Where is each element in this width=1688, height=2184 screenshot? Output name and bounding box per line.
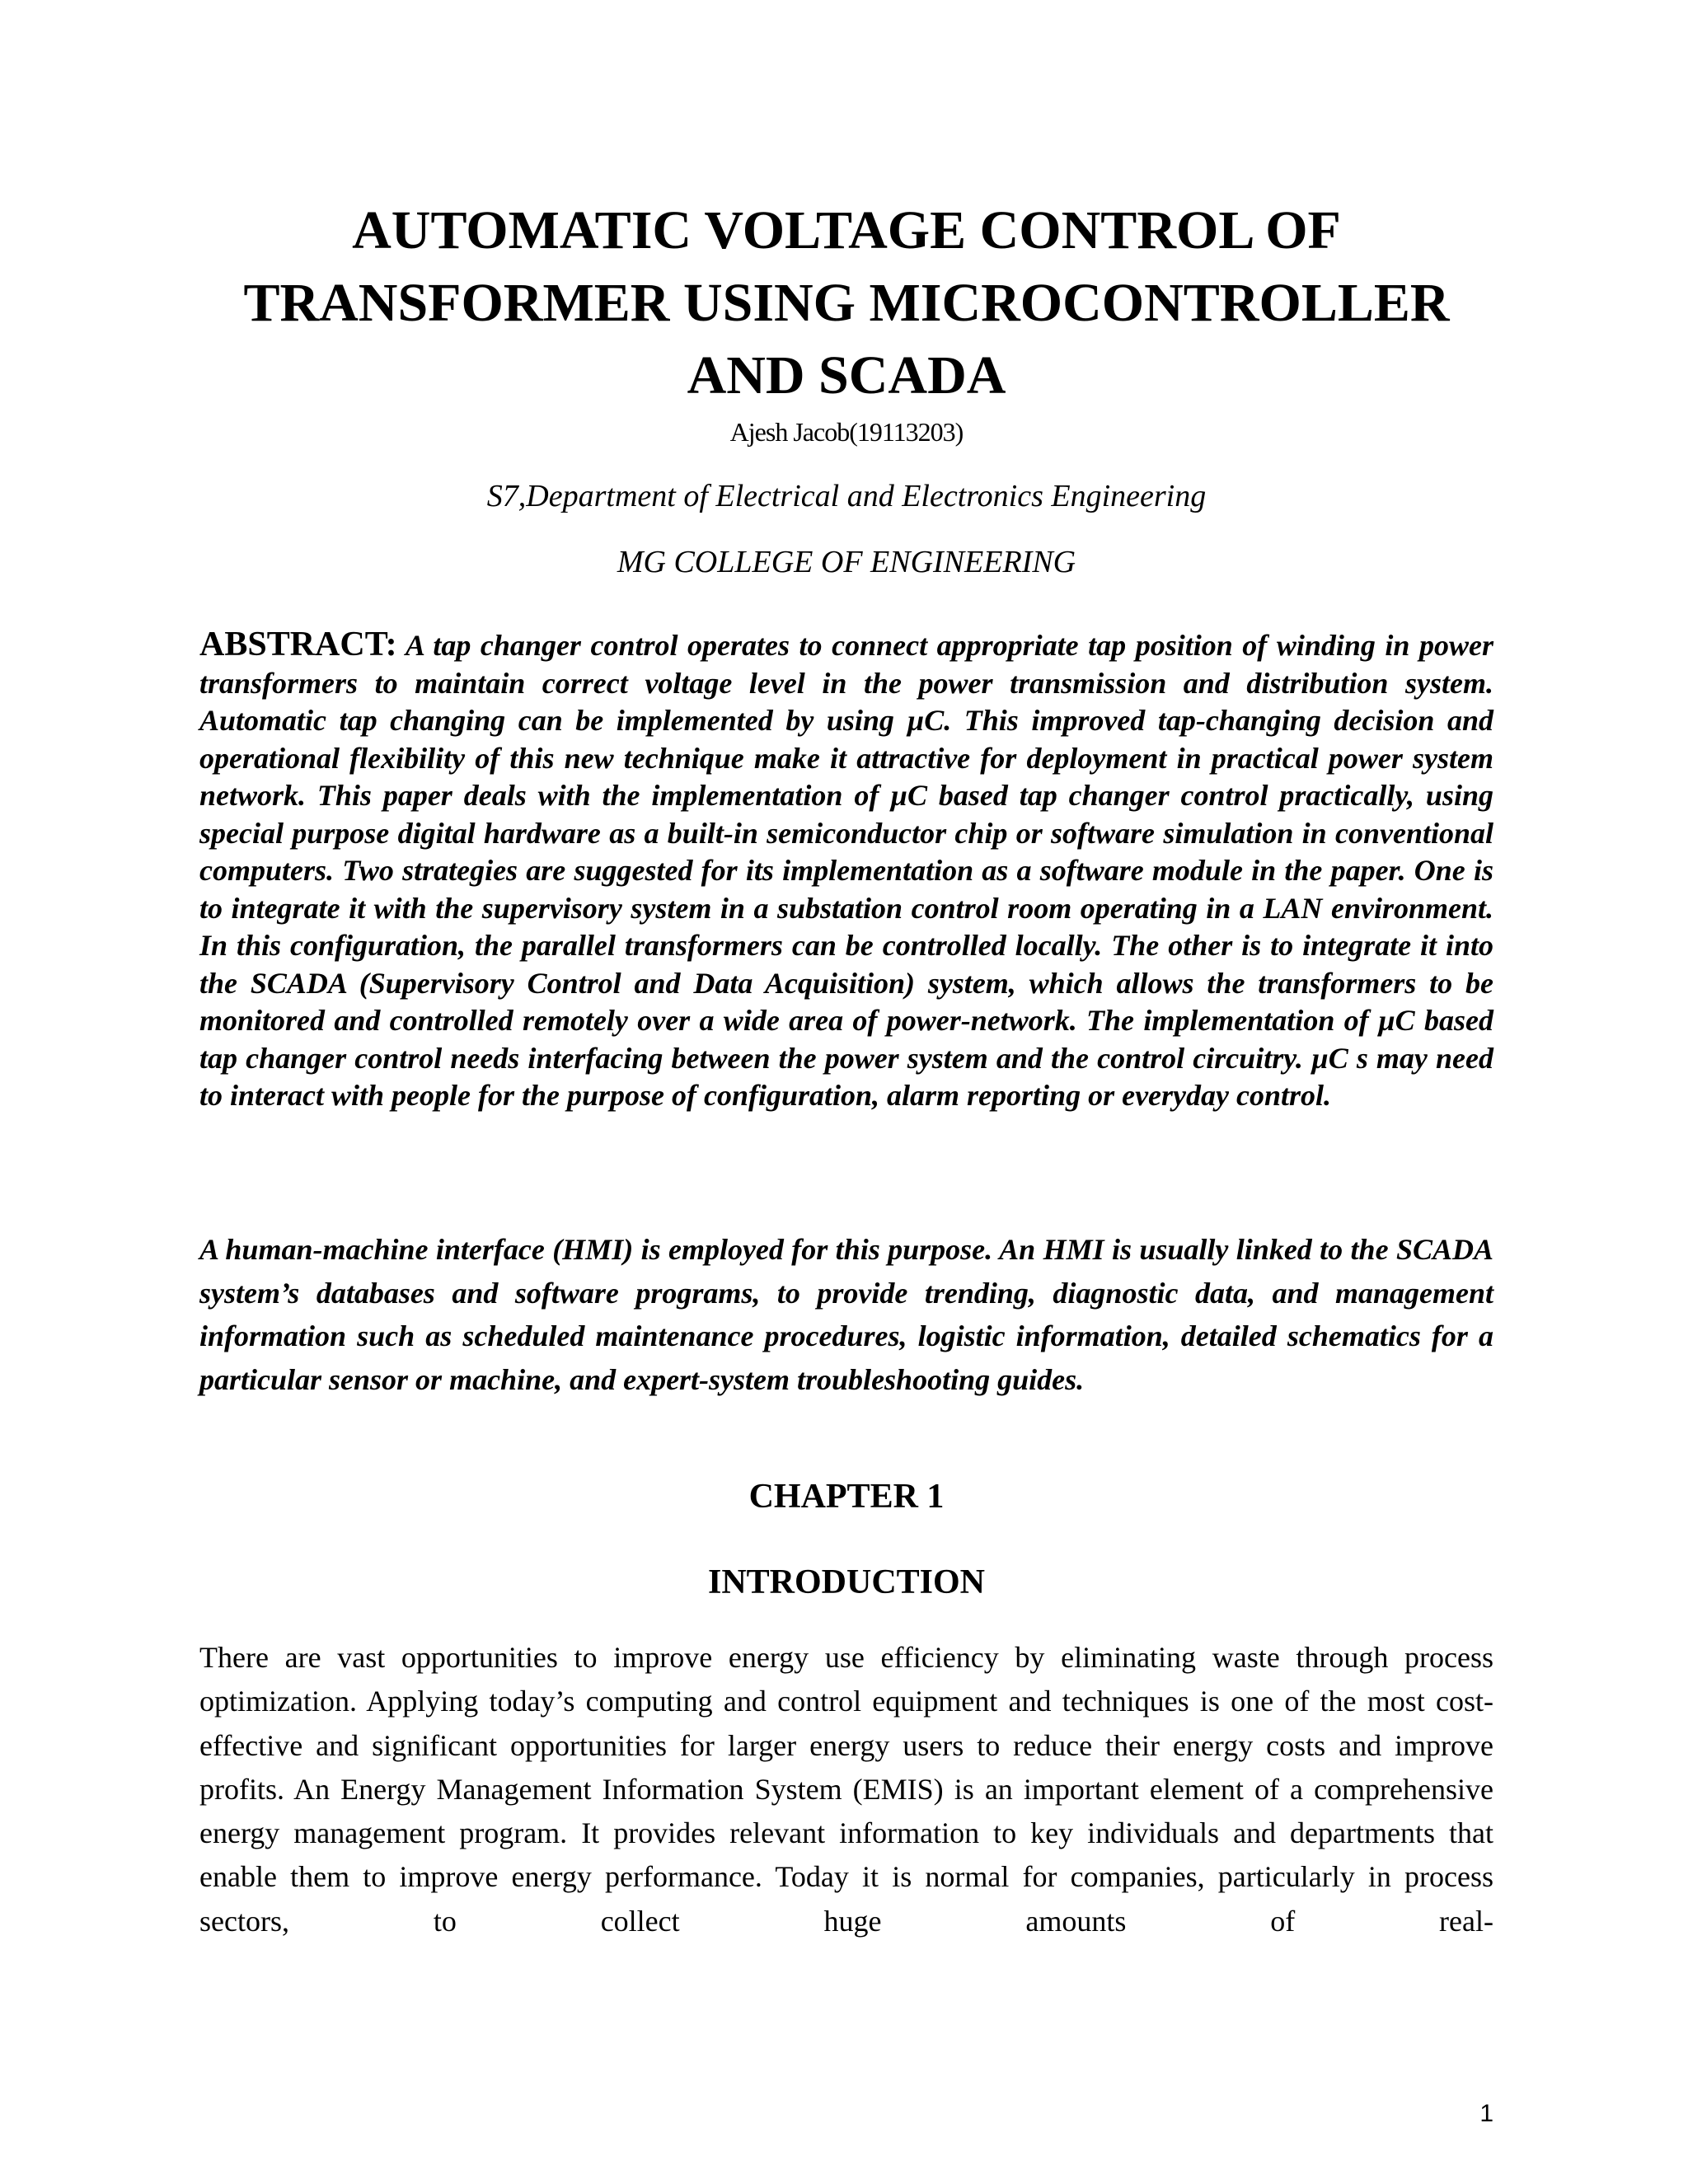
title-line-1: AUTOMATIC VOLTAGE CONTROL OF (352, 200, 1341, 260)
title-line-3: AND SCADA (687, 345, 1006, 405)
page-number: 1 (1479, 2100, 1493, 2127)
chapter-heading: CHAPTER 1 (748, 1478, 945, 1516)
paper-title (199, 194, 1493, 412)
department: S7,Department of Electrical and Electronics Engineering (486, 479, 1207, 513)
abstract-paragraph (199, 626, 1493, 1115)
abstract-text: A tap changer control operates to connect appropriate tap position of winding in power transformers to maintain correct voltage level in the power transmission and distribution system. Automatic tap changing can be implemented by using µC. This improved tap-changing decision and operational flexibility of this new technique make it attractive for deployment in practical power system network. This paper deals with the implementation of µC based tap changer control practically, using special purpose digital hardware as a built-in semiconductor chip or software simulation in conventional computers. Two strategies are suggested for its implementation as a software module in the paper. One is to integrate it with the supervisory system in a substation control room operating in a LAN environment. In this configuration, the parallel transformers can be controlled locally. The other is to integrate it into the SCADA (Supervisory Control and Data Acquisition) system, which allows the transformers to be monitored and controlled remotely over a wide area of power-network. The implementation of µC based tap changer control needs interfacing between the power system and the control circuitry. µC s may need to interact with people for the purpose of configuration, alarm reporting or everyday control. (199, 629, 1494, 1112)
title-line-2: TRANSFORMER USING MICROCONTROLLER (243, 273, 1450, 333)
abstract-label: ABSTRACT: (199, 626, 397, 663)
introduction-paragraph: There are vast opportunities to improve energy use efficiency by eliminating waste through process optimization. Applying today’s computing and control equipment and techniques is one of the most cost-effective and significant opportunities for larger energy users to reduce their energy costs and improve profits. An Energy Management Information System (EMIS) is an important element of a comprehensive energy management program. It provides relevant information to key individuals and departments that enable them to improve energy performance. Today it is normal for companies, particularly in process sectors, to collect huge amounts of real- (199, 1641, 1493, 1938)
introduction-heading: INTRODUCTION (707, 1563, 986, 1601)
college-name: MG COLLEGE OF ENGINEERING (617, 545, 1076, 579)
hmi-paragraph: A human-machine interface (HMI) is employed for this purpose. An HMI is usually linked to the SCADA system’s databases and software programs, to provide trending, diagnostic data, and management information such as scheduled maintenance procedures, logistic information, detailed schematics for a particular sensor or machine, and expert-system troubleshooting guides. (199, 1233, 1493, 1396)
author-name: Ajesh Jacob(19113203) (729, 417, 964, 447)
